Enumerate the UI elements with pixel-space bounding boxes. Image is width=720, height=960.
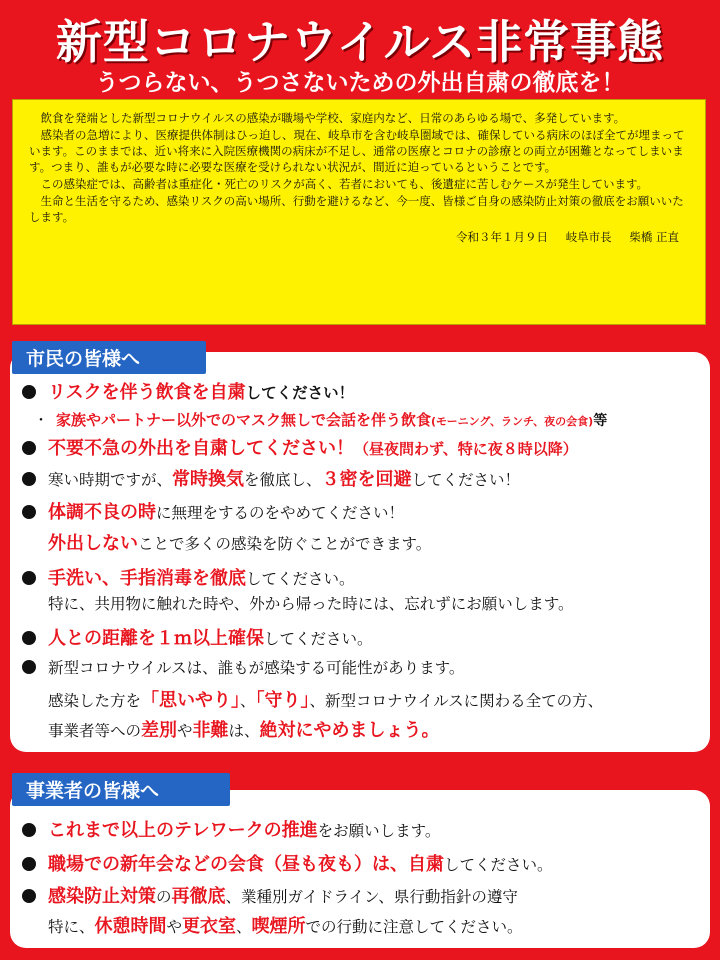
list-item-continuation: 特に、休憩時間や更衣室、喫煙所での行動に注意してください。 bbox=[48, 916, 523, 937]
notice-paragraph: 飲食を発端とした新型コロナウイルスの感染が職場や学校、家庭内など、日常のあらゆる場で、多発しています。 bbox=[40, 111, 626, 125]
list-item-continuation: 感染した方を「思いやり」、「守り」、新型コロナウイルスに関わる全ての方、 bbox=[48, 690, 604, 711]
business-tab: 事業者の皆様へ bbox=[12, 773, 230, 806]
list-subitem: ・ 家族やパートナー以外でのマスク無しで会話を伴う飲食(モーニング、ランチ、夜の会食)等 bbox=[34, 411, 608, 429]
list-item: 体調不良の時に無理をするのをやめてください！ bbox=[22, 498, 404, 524]
small-bullet-icon: ・ bbox=[34, 413, 48, 429]
notice-paragraph: 感染者の急増により、医療提供体制はひっ迫し、現在、岐阜市を含む岐阜圏域では、確保している病床のほぼ全てが埋まっています。このままでは、近い将来に入院医療機関の病床が不足し、通常の医療とコロナの診療との両立が困難となってしまいます。つまり、誰もが必要な時に必要な医療を受けられない状況が、間近に迫っているということです。 bbox=[29, 128, 685, 174]
bullet-icon bbox=[22, 472, 36, 486]
bullet-icon bbox=[22, 889, 36, 903]
notice-paragraph: 生命と生活を守るため、感染リスクの高い場所、行動を避けるなど、今一度、皆様ご自身の感染防止対策の徹底をお願いいたします。 bbox=[29, 194, 684, 224]
notice-date: 令和３年１月９日 bbox=[456, 230, 549, 244]
bullet-icon bbox=[22, 631, 36, 645]
list-item: 人との距離を１ｍ以上確保してください。 bbox=[22, 624, 373, 650]
list-item: リスクを伴う飲食を自粛してください！ bbox=[22, 378, 354, 404]
list-item: 職場での新年会などの会食（昼も夜も）は、自粛してください。 bbox=[22, 850, 553, 876]
list-item: 不要不急の外出を自粛してください！（昼夜問わず、特に夜８時以降） bbox=[22, 434, 578, 460]
bullet-icon bbox=[22, 385, 36, 399]
bullet-icon bbox=[22, 505, 36, 519]
bullet-icon bbox=[22, 571, 36, 585]
signer-name: 柴橋 正直 bbox=[629, 230, 679, 244]
signer-title: 岐阜市長 bbox=[565, 230, 612, 244]
list-item-continuation: 外出しないことで多くの感染を防ぐことができます。 bbox=[48, 533, 432, 554]
mayor-notice bbox=[12, 99, 706, 325]
notice-signature bbox=[29, 229, 689, 245]
bullet-icon bbox=[22, 857, 36, 871]
page-title: 新型コロナウイルス非常事態 bbox=[55, 15, 665, 69]
list-item: 感染防止対策の再徹底、業種別ガイドライン、県行動指針の遵守 bbox=[22, 882, 518, 908]
list-item: これまで以上のテレワークの推進をお願いします。 bbox=[22, 816, 440, 842]
list-item: 新型コロナウイルスは、誰もが感染する可能性があります。 bbox=[22, 656, 464, 678]
list-item: 寒い時期ですが、常時換気を徹底し、３密を回避してください！ bbox=[22, 465, 520, 491]
bullet-icon bbox=[22, 823, 36, 837]
bullet-icon bbox=[22, 441, 36, 455]
bullet-icon bbox=[22, 660, 36, 674]
list-item-continuation: 特に、共用物に触れた時や、外から帰った時には、忘れずにお願いします。 bbox=[48, 595, 574, 613]
citizens-tab: 市民の皆様へ bbox=[12, 341, 206, 374]
list-item-continuation: 事業者等への差別や非難は、絶対にやめましょう。 bbox=[48, 720, 440, 741]
page-subtitle: うつらない、うつさないための外出自粛の徹底を！ bbox=[95, 70, 625, 96]
notice-paragraph: この感染症では、高齢者は重症化・死亡のリスクが高く、若者においても、後遺症に苦しむケースが発生しています。 bbox=[40, 177, 649, 191]
list-item: 手洗い、手指消毒を徹底してください。 bbox=[22, 564, 355, 590]
